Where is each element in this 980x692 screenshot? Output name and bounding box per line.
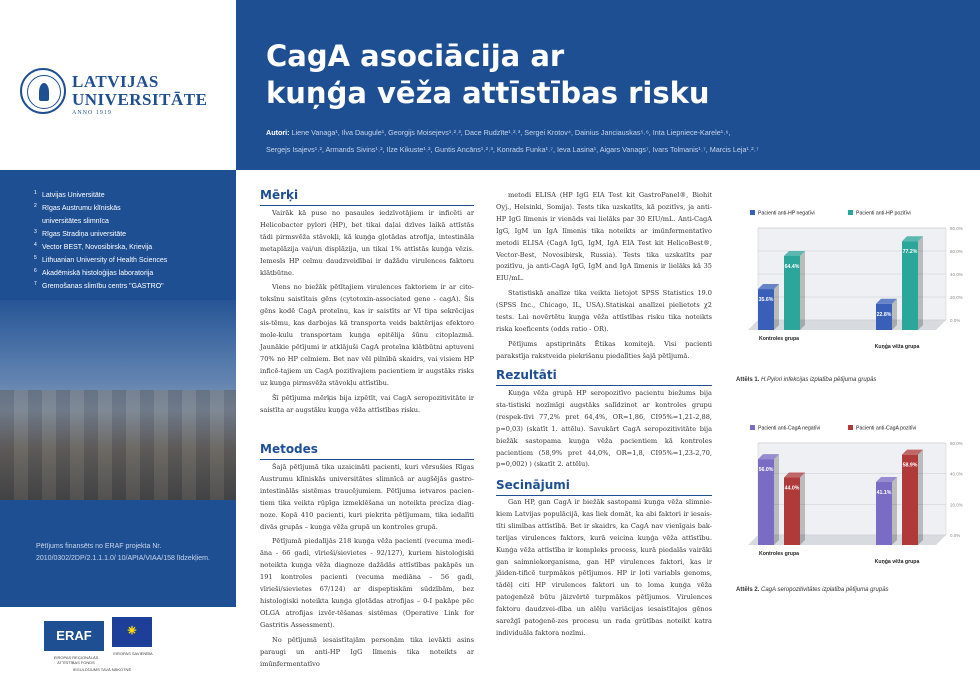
building-facade-decoration [0, 390, 236, 500]
left-sidebar [0, 0, 236, 692]
affiliation-number: 6 [34, 268, 37, 274]
affiliation-text: Rīgas Stradiņa universitāte [42, 231, 127, 238]
affiliation-item [36, 267, 231, 280]
chart-hp-infection [736, 200, 972, 360]
bar-side [774, 454, 779, 545]
affiliation-item [36, 202, 231, 215]
x-category-label: Kontroles grupa [758, 551, 800, 557]
affiliation-number: 1 [34, 190, 37, 196]
y-tick-label: 60.0% [950, 441, 963, 446]
bar-side [918, 236, 923, 330]
figure-1-label: Attēls 1. [736, 377, 760, 383]
paragraph: Viens no biežāk pētītajiem virulences faktoriem ir ar cito-toksīnu saistītais gēns (cytotoxin-associated gene - cagA). Šis gēns kodē CagA proteīnu, kas ir saistīts ar VI tipa sekrēcijas sis-tēmu, kas darbojas kā transporta veids baktērijas efektoro mole-kulu transportam kuņģa epitēlija šūnu citoplazmā. Jaunākie pētījumi ir atklājuši CagA proteīna klātbūtni aptuveni 70% no HP celmiem. Bet nav vēl pilnībā skaidrs, vai visiem HP inficē-tajiem un CagA pozitīvajiem pacientiem ir augstāks risks uz kuņģa pirmsvēža stāvokļu attīstību. [260, 283, 474, 387]
bar-side [800, 473, 805, 545]
bar [758, 289, 774, 330]
paragraph: Šajā pētījumā tika uzaicināti pacienti, kuri vērsušies Rīgas Austrumu klīniskās universitātes slimnīcā ar augšējās gastro-intestinālās sistēmas traucējumiem. Pētījuma ietvaros pacien-tiem tika veikta rūpīga izmeklēšana un noteikta precīza diag-noze. Kopā 410 pacienti, kuri piekrita pētījumam, tika iedalīti divās grupās – kuņģa vēža grupā un kontroles grupā. [260, 463, 474, 531]
paragraph: Vairāk kā puse no pasaules iedzīvotājiem ir inficēti ar Helicobacter pylori (HP), bet tikai daļai dzīves laikā attīstās tādi pirmsvēža stāvokļi, kā kuņģa gļotādas atrofija, intestināla metaplāzija vai/un displāzija, un tikai 1% attīstās kuņģa vēzis. Iemesls HP celmu daudzveidībai ir dažādu virulences faktoru klātbūtne. [260, 209, 474, 277]
affiliation-number: 5 [34, 255, 37, 261]
data-label: 41.1% [876, 489, 892, 496]
legend-label: Pacienti anti-HP pozitīvi [856, 210, 911, 217]
eraf-motto: IEGULDĪJUMS TAVĀ NĀKOTNĒ [72, 667, 132, 672]
logo-line-1: LATVIJAS [72, 72, 159, 91]
affiliation-number: 7 [34, 281, 37, 287]
y-tick-label: 20.0% [950, 502, 963, 508]
authors-line-1: Liene Vanaga¹, Ilva Daugule¹, Georgijs Moisejevs¹˒²˒³, Dace Rudzīte¹˒²˒³, Sergei Krotov⁴, Dainius Janciauskas⁵˒⁶, Inta Liepniece-Karele¹˒⁶, [291, 128, 731, 137]
x-category-label: Kuņģa vēža grupa [874, 559, 920, 565]
section-body-metodes-continued [496, 190, 712, 366]
bar-side [892, 477, 897, 545]
legend-swatch [848, 425, 853, 430]
y-tick-label: 80.0% [950, 226, 963, 231]
affiliation-text: universitātes slimnīca [42, 218, 109, 225]
data-label: 22.8% [876, 311, 892, 318]
affiliation-item [36, 228, 231, 241]
paragraph: No pētījumā iesaistītajām personām tika ievākti asins paraugi un anti-HP IgG līmenis tika noteikts ar imūnfermentatīvo [260, 635, 474, 668]
x-category-label: Kontroles grupa [758, 336, 800, 342]
eu-flag-icon: ⁕ [112, 617, 152, 647]
affiliation-number: 3 [34, 229, 37, 235]
paragraph: metodi ELISA (HP IgG EIA Test kit GastroPanel®, Biohit Oyj., Helsinki, Somija). Tests tika uzskatīts, kā pozitīvs, ja anti-HP IgG līmenis ir vienāds vai lielāks par 30 EIU/mL. Anti-CagA IgG, IgM un IgA līmenis tika noteikts ar imūnfermentatīvo metodi ELISA (CagA IgG, IgM, IgA EIA Test kit HelicoBest®, Vector-Best, Novosibirsk, Russia). Tests tika uzskatīts par pozitīvu, ja anti-CagA IgG, IgM and IgA līmenis ir lielāks kā 35 EIU/mL. [496, 191, 712, 283]
data-label: 58.9% [902, 462, 918, 469]
authors-block [266, 124, 976, 158]
paragraph: Statistiskā analīze tika veikta lietojot SPSS Statistics 19.0 (SPSS Inc., Chicago, IL, USA).Statiskai analīzei pielietots χ2 tests. Lai novērtētu kuņģa vēža attīstības risku tika noteikts riska koeficents (odds ratio - OR). [496, 289, 712, 333]
affiliation-item [36, 254, 231, 267]
logo-line-3: ANNO 1919 [72, 110, 112, 116]
logo-line-2: UNIVERSITĀTE [72, 90, 208, 109]
paragraph: Kuņģa vēža grupā HP seropozitīvo pacientu biežums bija sta-tistiski nozīmīgi augstāks salīdzinot ar kontroles grupu (respek-tīvi 77,2% pret 64,4%, OR=1,86, CI95%=1,21-2,88, p=0,03) (skatīt 1. attēlu). Savukārt CagA seropozitivitāte bija biežāk sastopama kuņģa vēža pacientiem kā kontroles pacientiem (58,9% pret 44,0%, OR=1,8, CI95%=1,23-2,70, p=0,002) ) (skatīt 2. attēlu). [496, 389, 712, 469]
figure-2-caption [736, 587, 889, 593]
data-label: 77.2% [902, 249, 918, 256]
legend-swatch [750, 210, 755, 215]
paragraph: Gan HP, gan CagA ir biežāk sastopami kuņģa vēža slimnie-kiem Latvijas populācijā, kas liek domāt, ka abi faktori ir iesais-tīti slimības attīstībā. Bet ir skaidrs, ka CagA nav vienīgais bak-terijas virulences faktors, kurā veicina kuņģa vēža attīstību. Kuņģa vēža attīstība ir kompleks process, kurā piedalās vairāki gan saimniekorganisma, gan HP virulences faktori, kas ir jāiden-tificē turpmākos pētījumos. HP ir ļoti variabls genoms, tādēļ citi HP virulences faktori un to loma kuņģa vēža patoģenēzē būtu jāizvērtē turpmākos pētījumos. Virulences faktoru daudzvei-dība un alēļu variācijas iesaistītajos gēnos sarežģī patoģenē-zes procesu un rada grūtības noteikt katra individuāla faktora nozīmi. [496, 498, 712, 637]
x-category-label: Kuņģa vēža grupa [874, 344, 920, 350]
figure-1-text: H.Pylori infekcijas izplatība pētījuma grupās [761, 377, 877, 383]
authors-line-2: Sergejs Isajevs¹˒², Armands Sivins¹˒², Ilze Kikuste¹˒², Guntis Ancāns¹˒²˒³, Konrads Funka¹˒⁷, Ieva Lasina¹, Aigars Vanags⁷, Ivars Tolmanis¹˒⁷, Marcis Leja¹˒²˒⁷ [266, 145, 759, 154]
poster-title [266, 38, 966, 112]
legend-swatch [750, 425, 755, 430]
eraf-logo-subtitle: EIROPAS REĢIONĀLĀS ATTĪSTĪBAS FONDS [53, 655, 99, 665]
affiliation-text: Latvijas Universitāte [42, 192, 105, 199]
bar-side [774, 284, 779, 330]
title-line-2: kuņģa vēža attīstības risku [266, 76, 710, 110]
data-label: 64.4% [784, 263, 800, 270]
university-seal-icon [20, 68, 66, 114]
affiliations-list [36, 189, 231, 293]
affiliation-text: Vector BEST, Novosibirska, Krievija [42, 244, 153, 251]
data-label: 44.0% [784, 485, 800, 492]
affiliation-text: Gremošanas slimību centrs "GASTRO" [42, 283, 164, 290]
section-body-merki [260, 208, 474, 419]
funding-note: Pētījums finansēts no ERAF projekta Nr. 2010/0302/2DP/2.1.1.1.0/ 10/APIA/VIAA/158 līdzekļiem. [36, 543, 210, 562]
section-heading-merki: Mērķi [260, 188, 474, 206]
affiliation-text: Akadēmiskā histoloģijas laboratorija [42, 270, 154, 277]
paragraph: Pētījums apstiprināts Ētikas komitejā. Visi pacienti parakstīja rakstveida piekrišanu piedalīties šajā pētījumā. [496, 339, 712, 360]
legend-swatch [848, 210, 853, 215]
affiliation-text: Lithuanian University of Health Sciences [42, 257, 168, 264]
data-label: 35.6% [758, 297, 774, 304]
sponsor-logos [0, 607, 236, 692]
y-tick-label: 0.0% [950, 318, 961, 323]
eraf-logo: ERAF [44, 621, 104, 651]
y-tick-label: 40.0% [950, 272, 963, 277]
bar-side [800, 251, 805, 330]
paragraph: Pētījumā piedalījās 218 kuņģa vēža pacienti (vecuma medi-āna - 66 gadi, vīrieši/sievietes - 92/127), kuriem histoloģiski noteikta kuņģa vēža diagnoze dažādās attīstības pakāpēs un 191 kontroles pacienti (vecuma mediāna – 56 gadi, vīrieši/sievietes 67/124) ar dispeptiskām sūdzībām, bez histoloģiski noteikta kuņģa gļotādas atrofijas – 0-I pakāpe pēc OLGA atrofijas izvēr-tēšanas sistēmas (Operative Link for Gastritis Assessment). [260, 537, 474, 629]
affiliation-number: 4 [34, 242, 37, 248]
y-tick-label: 60.0% [950, 249, 963, 254]
poster-header [236, 0, 980, 170]
affiliation-item [36, 241, 231, 254]
authors-label: Autori: [266, 128, 290, 137]
figure-1-caption [736, 377, 876, 383]
affiliation-item [36, 280, 231, 293]
paragraph: Šī pētījuma mērķis bija izpētīt, vai CagA seropozitivitāte ir saistīta ar augstāku kuņģa vēža attīstības risku. [260, 393, 474, 414]
affiliation-text: Rīgas Austrumu klīniskās [42, 205, 121, 212]
bar-side [892, 299, 897, 330]
university-logo-area [0, 0, 236, 170]
title-line-1: CagA asociācija ar [266, 39, 565, 73]
affiliation-number: 2 [34, 203, 37, 209]
legend-label: Pacienti anti-CagA pozitīvi [856, 425, 917, 432]
section-body-metodes [260, 462, 474, 673]
legend-label: Pacienti anti-HP negatīvi [758, 210, 815, 217]
y-tick-label: 20.0% [950, 295, 963, 300]
section-body-rezultati [496, 388, 712, 474]
section-heading-metodes: Metodes [260, 442, 474, 460]
figure-2-text: CagA seropozitivitātes izplatība pētījuma grupās [761, 587, 889, 593]
legend-label: Pacienti anti-CagA negatīvi [758, 425, 821, 432]
figure-2-label: Attēls 2. [736, 587, 760, 593]
bar-side [918, 450, 923, 545]
section-heading-secinajumi: Secinājumi [496, 478, 712, 496]
affiliation-item [36, 215, 231, 228]
section-body-secinajumi [496, 497, 712, 643]
eu-logo-subtitle: EIROPAS SAVIENĪBA [113, 651, 153, 656]
chart-caga-seropositivity [736, 415, 972, 575]
y-tick-label: 40.0% [950, 471, 963, 477]
y-tick-label: 0.0% [950, 533, 961, 538]
section-heading-rezultati: Rezultāti [496, 368, 712, 386]
affiliation-item [36, 189, 231, 202]
data-label: 56.0% [758, 467, 774, 474]
